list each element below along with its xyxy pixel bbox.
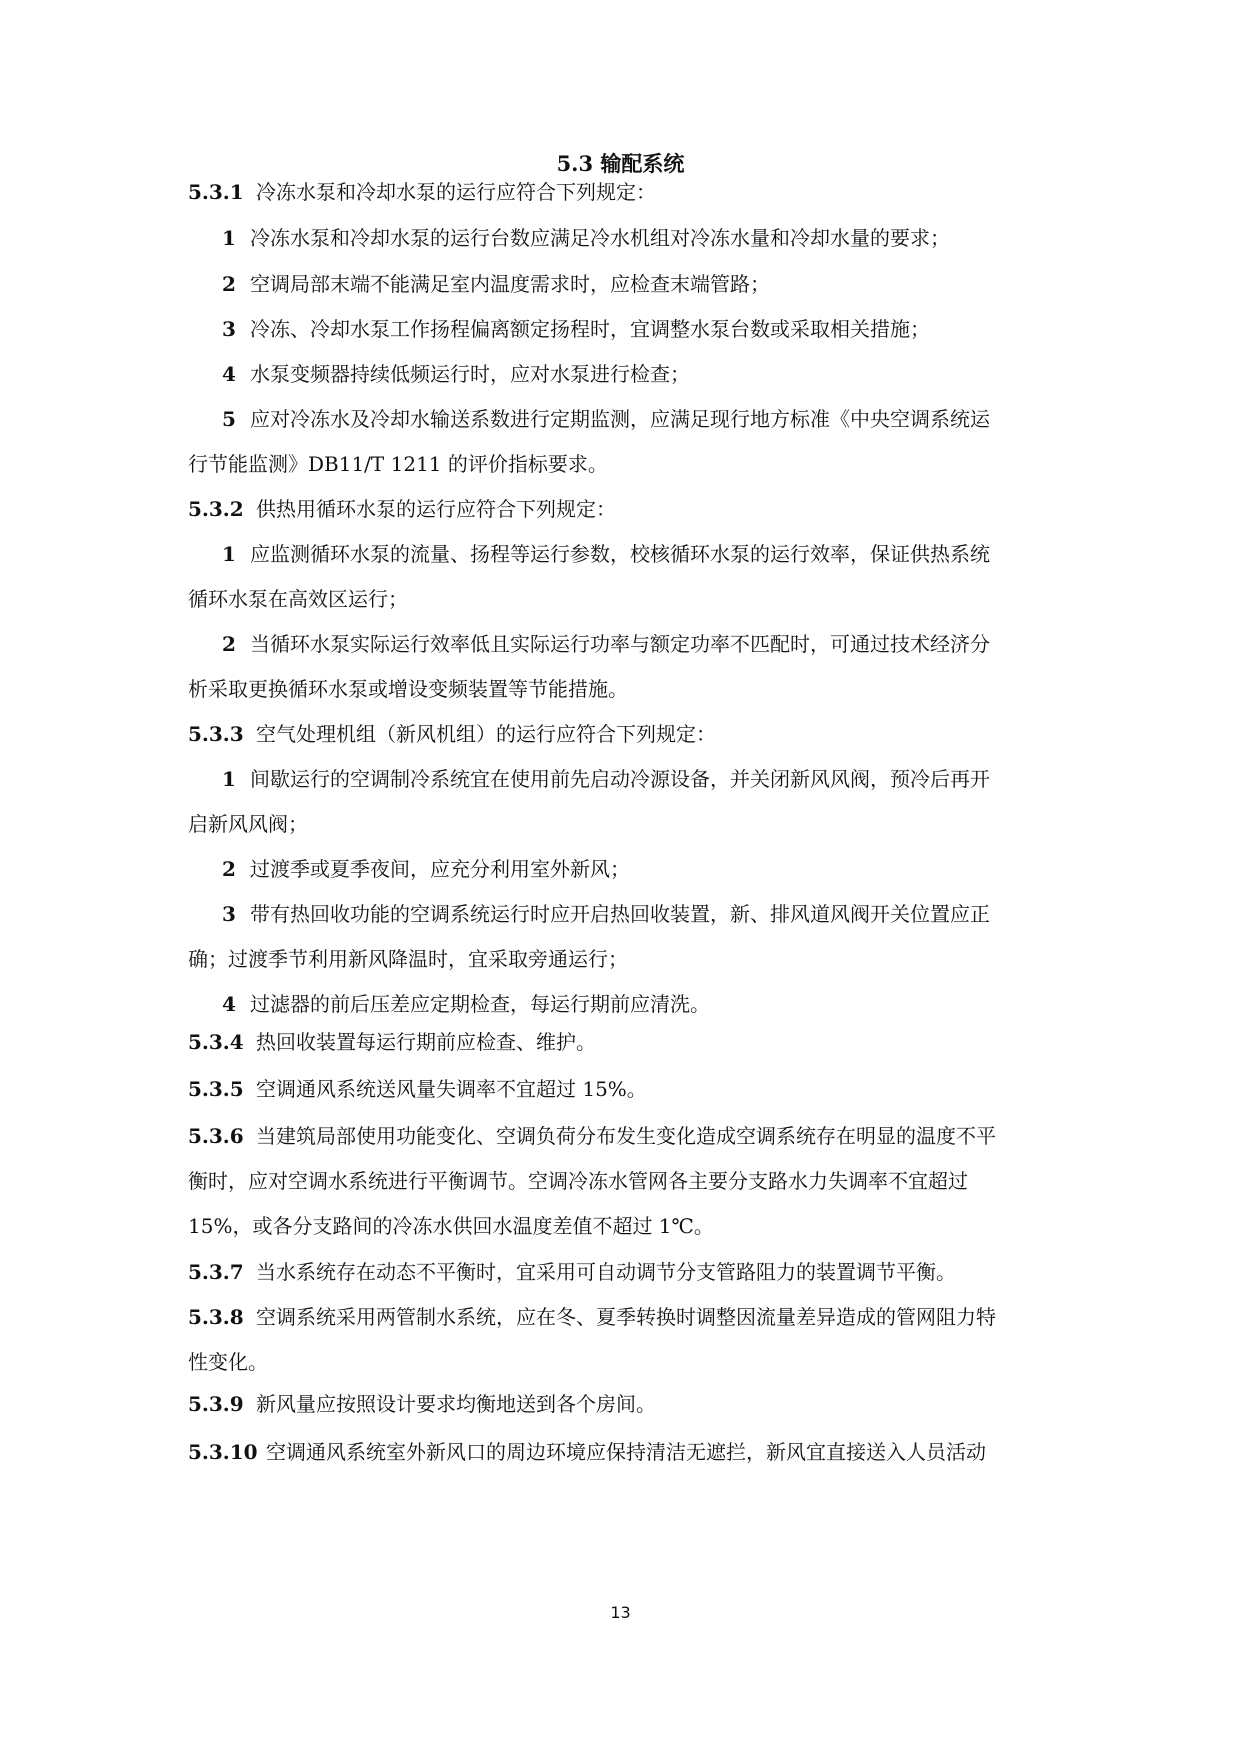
clause-text: 当建筑局部使用功能变化、空调负荷分布发生变化造成空调系统存在明显的温度不平: [256, 1124, 996, 1148]
item-text: 水泵变频器持续低频运行时，应对水泵进行检查；: [250, 362, 690, 386]
clause-text-continuation: 15%，或各分支路间的冷冻水供回水温度差值不超过 1℃。: [188, 1214, 714, 1238]
clause-5-3-10: [188, 1438, 1068, 1466]
item-number: 1: [222, 767, 236, 791]
list-item: [222, 540, 1102, 568]
item-text: 过滤器的前后压差应定期检查，每运行期前应清洗。: [250, 992, 710, 1016]
clause-5-3-9: [188, 1390, 1068, 1418]
item-number: 4: [222, 362, 236, 386]
clause-number: 5.3.1: [188, 180, 244, 204]
item-text-continuation: 启新风风阀；: [188, 812, 308, 836]
clause-number: 5.3.9: [188, 1392, 244, 1416]
item-text: 空调局部末端不能满足室内温度需求时，应检查末端管路；: [250, 272, 770, 296]
item-number: 5: [222, 407, 236, 431]
item-number: 2: [222, 857, 236, 881]
item-text: 当循环水泵实际运行效率低且实际运行功率与额定功率不匹配时，可通过技术经济分: [250, 632, 990, 656]
list-item: [222, 224, 1102, 252]
item-number: 3: [222, 317, 236, 341]
item-number: 2: [222, 272, 236, 296]
item-text-continuation: 行节能监测》DB11/T 1211 的评价指标要求。: [188, 452, 608, 476]
clause-number: 5.3.4: [188, 1030, 244, 1054]
list-item: [222, 270, 1102, 298]
clause-text: 供热用循环水泵的运行应符合下列规定：: [256, 497, 616, 521]
list-item: [222, 900, 1102, 928]
clause-number: 5.3.6: [188, 1124, 244, 1148]
list-item: [222, 315, 1102, 343]
clause-number: 5.3.10: [188, 1440, 258, 1464]
item-text-continuation: 确；过渡季节利用新风降温时，宜采取旁通运行；: [188, 947, 628, 971]
item-text-continuation: 循环水泵在高效区运行；: [188, 587, 408, 611]
page-number: 13: [610, 1603, 631, 1622]
clause-5-3-6: [188, 1122, 1068, 1150]
item-text: 冷冻、冷却水泵工作扬程偏离额定扬程时，宜调整水泵台数或采取相关措施；: [250, 317, 930, 341]
clause-text: 空调通风系统室外新风口的周边环境应保持清洁无遮拦，新风宜直接送入人员活动: [266, 1440, 986, 1464]
list-item: [222, 405, 1102, 433]
list-item: [222, 630, 1102, 658]
clause-number: 5.3.7: [188, 1260, 244, 1284]
clause-5-3-2: [188, 495, 1068, 523]
item-text: 冷冻水泵和冷却水泵的运行台数应满足冷水机组对冷冻水量和冷却水量的要求；: [250, 226, 950, 250]
clause-5-3-4: [188, 1028, 1068, 1056]
clause-text: 热回收装置每运行期前应检查、维护。: [256, 1030, 596, 1054]
item-text: 带有热回收功能的空调系统运行时应开启热回收装置，新、排风道风阀开关位置应正: [250, 902, 990, 926]
item-number: 3: [222, 902, 236, 926]
item-number: 1: [222, 542, 236, 566]
clause-5-3-3: [188, 720, 1068, 748]
item-text: 应对冷冻水及冷却水输送系数进行定期监测，应满足现行地方标准《中央空调系统运: [250, 407, 990, 431]
list-item: [222, 765, 1102, 793]
clause-number: 5.3.5: [188, 1077, 244, 1101]
item-text: 过渡季或夏季夜间，应充分利用室外新风；: [250, 857, 630, 881]
clause-5-3-8: [188, 1303, 1068, 1331]
clause-text: 冷冻水泵和冷却水泵的运行应符合下列规定：: [256, 180, 656, 204]
clause-5-3-7: [188, 1258, 1068, 1286]
clause-text-continuation: 性变化。: [188, 1350, 268, 1374]
item-text: 应监测循环水泵的流量、扬程等运行参数，校核循环水泵的运行效率，保证供热系统: [250, 542, 990, 566]
list-item: [222, 360, 1102, 388]
item-number: 4: [222, 992, 236, 1016]
clause-text: 新风量应按照设计要求均衡地送到各个房间。: [256, 1392, 656, 1416]
clause-number: 5.3.3: [188, 722, 244, 746]
item-text-continuation: 析采取更换循环水泵或增设变频装置等节能措施。: [188, 677, 628, 701]
section-title: 5.3 输配系统: [556, 151, 685, 176]
list-item: [222, 990, 1102, 1018]
clause-number: 5.3.8: [188, 1305, 244, 1329]
item-number: 1: [222, 226, 236, 250]
clause-text: 空气处理机组（新风机组）的运行应符合下列规定：: [256, 722, 716, 746]
list-item: [222, 855, 1102, 883]
clause-text: 空调通风系统送风量失调率不宜超过 15%。: [256, 1077, 647, 1101]
clause-5-3-5: [188, 1075, 1068, 1103]
clause-text-continuation: 衡时，应对空调水系统进行平衡调节。空调冷冻水管网各主要分支路水力失调率不宜超过: [188, 1169, 968, 1193]
item-number: 2: [222, 632, 236, 656]
clause-text: 当水系统存在动态不平衡时，宜采用可自动调节分支管路阻力的装置调节平衡。: [256, 1260, 956, 1284]
clause-5-3-1: [188, 178, 1068, 206]
clause-text: 空调系统采用两管制水系统，应在冬、夏季转换时调整因流量差异造成的管网阻力特: [256, 1305, 996, 1329]
clause-number: 5.3.2: [188, 497, 244, 521]
item-text: 间歇运行的空调制冷系统宜在使用前先启动冷源设备，并关闭新风风阀，预冷后再开: [250, 767, 990, 791]
